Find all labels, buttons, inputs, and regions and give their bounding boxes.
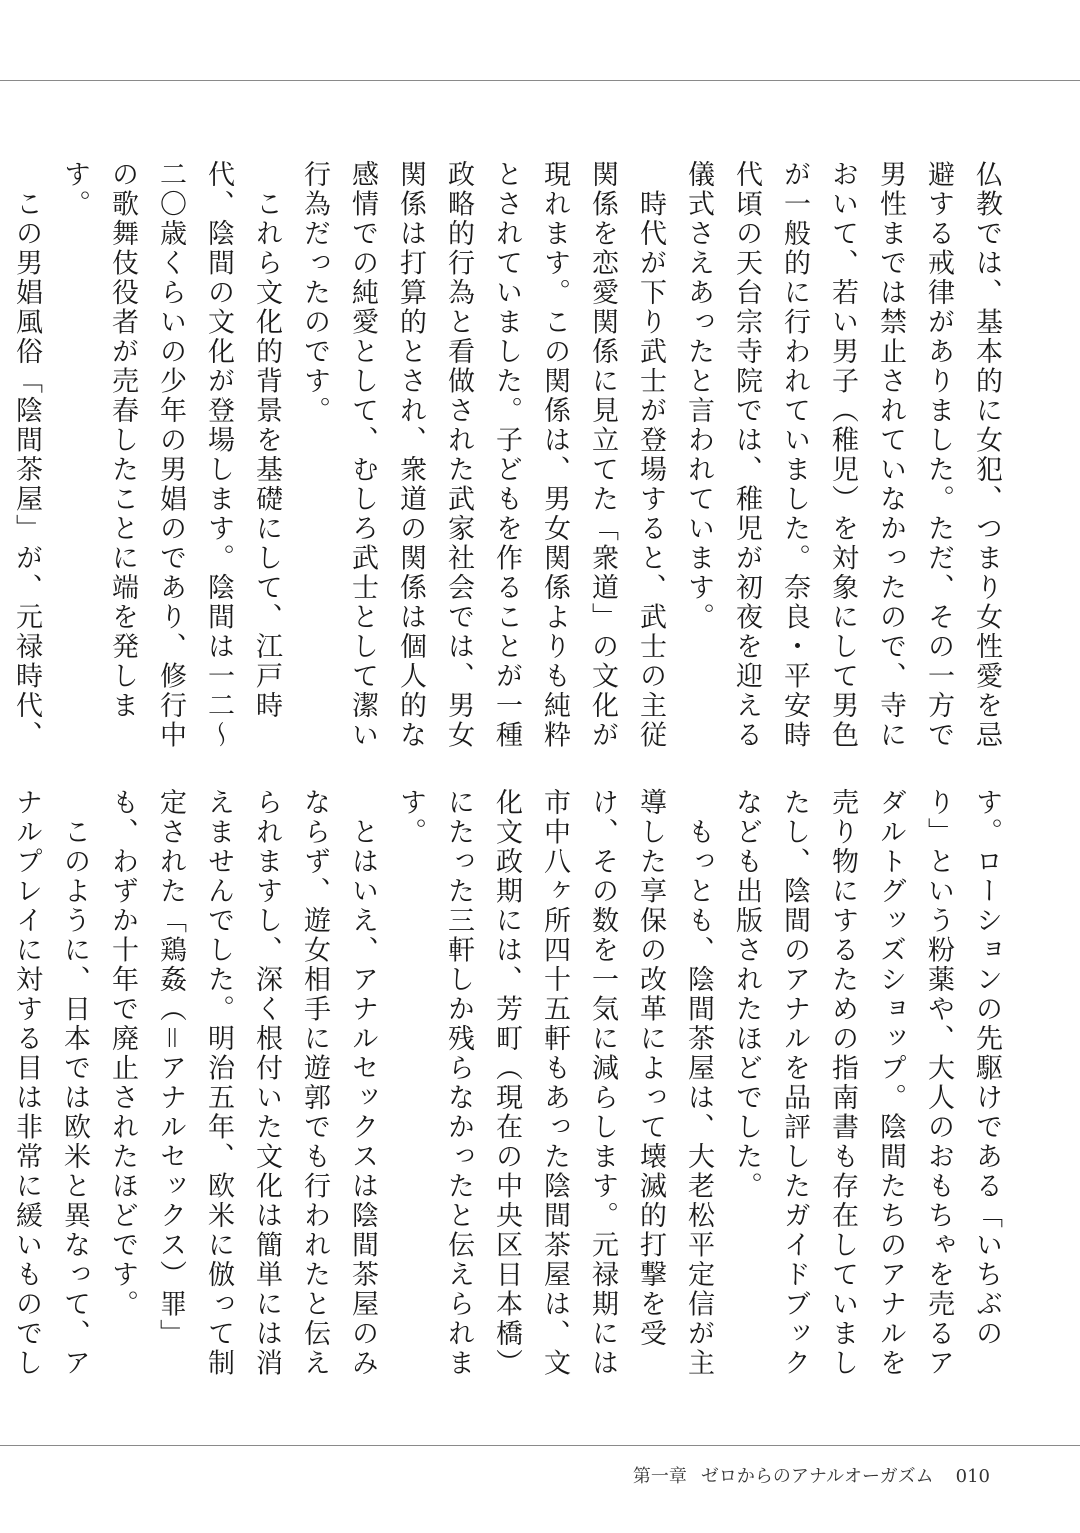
paragraph: 仏教では、基本的に女犯、つまり女性愛を忌避する戒律がありました。ただ、その一方で男性までは禁止されていなかったので、寺において、若い男子（稚児）を対象にして男色が一般的に行われていました。奈良・平安時代頃の天台宗寺院では、稚児が初夜を迎える儀式さえあったと言われています。 (683, 160, 1002, 750)
chapter-label: 第一章 (632, 1466, 687, 1487)
paragraph: 時代が下り武士が登場すると、武士の主従関係を恋愛関係に見立てた「衆道」の文化が現れます。この関係は、男女関係よりも純粋とされていました。子どもを作ることが一種政略的行為と看做された武家社会では、男女関係は打算的とされ、衆道の関係は個人的な感情での純愛として、むしろ武士として潔い行為だったのです。 (299, 160, 666, 750)
paragraph: す。ローションの先駆けである「いちぶのり」という粉薬や、大人のおもちゃを売るアダルトグッズショップ。陰間たちのアナルを売り物にするための指南書も存在していましたし、陰間のアナルを品評したガイドブックなども出版されたほどでした。 (731, 788, 1002, 1378)
lower-text-column (11, 788, 1010, 1388)
bottom-rule (0, 1445, 1080, 1446)
paragraph: これら文化的背景を基礎にして、江戸時代、陰間の文化が登場します。陰間は一二〜二〇歳くらいの少年の男娼のであり、修行中の歌舞伎役者が売春したことに端を発します。 (59, 160, 282, 750)
page-number: 010 (955, 1466, 990, 1487)
paragraph: とはいえ、アナルセックスは陰間茶屋のみならず、遊女相手に遊郭でも行われたと伝えられますし、深く根付いた文化は簡単には消えませんでした。明治五年、欧米に倣って制定された「鶏姦（＝アナルセックス）罪」も、わずか十年で廃止されたほどです。 (107, 788, 378, 1378)
paragraph: この男娼風俗「陰間茶屋」が、元禄時代、 (11, 189, 42, 750)
upper-text-column (11, 160, 1010, 750)
running-footer (633, 1462, 990, 1488)
paragraph: このように、日本では欧米と異なって、アナルプレイに対する目は非常に緩いものでし (11, 788, 90, 1378)
chapter-title: ゼロからのアナルオーガズム (700, 1466, 934, 1487)
paragraph: もっとも、陰間茶屋は、大老松平定信が主導した享保の改革によって壊滅的打撃を受け、その数を一気に減らします。元禄期には市中八ヶ所四十五軒もあった陰間茶屋は、文化文政期には、芳町（現在の中央区日本橋）にたった三軒しか残らなかったと伝えられます。 (395, 788, 714, 1378)
top-rule (0, 80, 1080, 81)
